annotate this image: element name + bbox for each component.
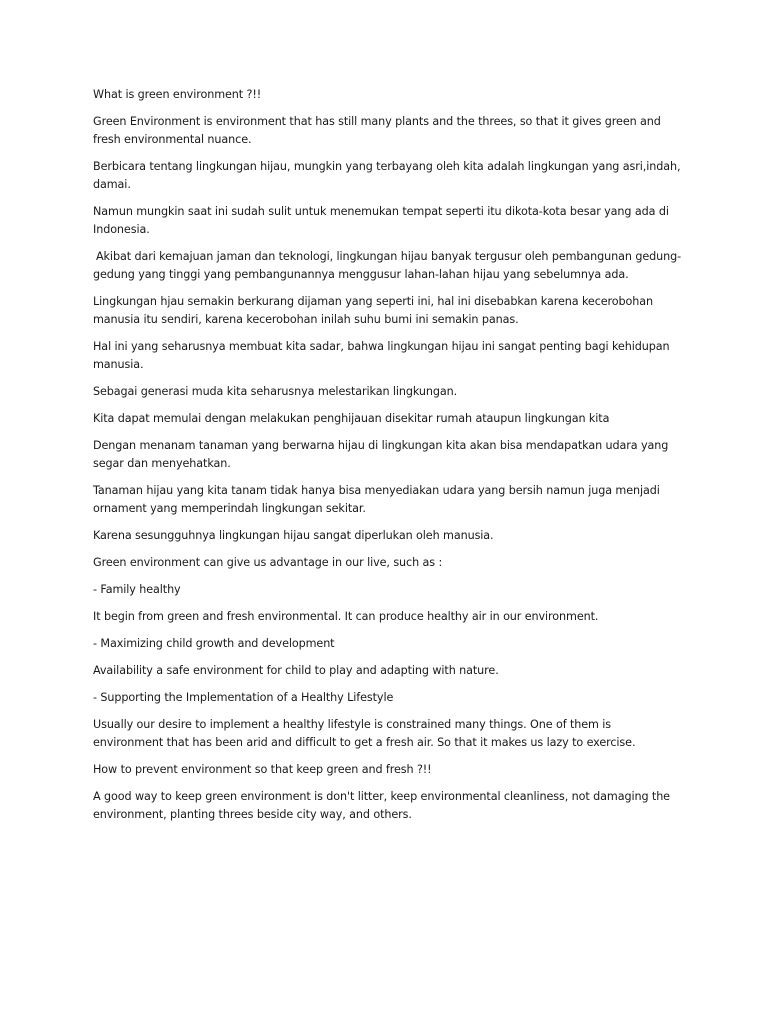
paragraph: What is green environment ?!!	[93, 88, 262, 101]
paragraph: How to prevent environment so that keep green and fresh ?!!	[93, 763, 432, 776]
document-body	[93, 86, 683, 833]
paragraph: Usually our desire to implement a healthy lifestyle is constrained many things. One of them is environment that has been arid and difficult to get a fresh air. So that it makes us lazy to exercise.	[93, 718, 636, 749]
list-item: - Maximizing child growth and development	[93, 637, 335, 650]
paragraph: A good way to keep green environment is don't litter, keep environmental cleanliness, not damaging the environment, planting threes beside city way, and others.	[93, 790, 670, 821]
paragraph: Namun mungkin saat ini sudah sulit untuk menemukan tempat seperti itu dikota-kota besar yang ada di Indonesia.	[93, 205, 669, 236]
paragraph: Dengan menanam tanaman yang berwarna hijau di lingkungan kita akan bisa mendapatkan udara yang segar dan menyehatkan.	[93, 439, 669, 470]
paragraph: Lingkungan hjau semakin berkurang dijaman yang seperti ini, hal ini disebabkan karena kecerobohan manusia itu sendiri, karena kecerobohan inilah suhu bumi ini semakin panas.	[93, 295, 654, 326]
paragraph: Berbicara tentang lingkungan hijau, mungkin yang terbayang oleh kita adalah lingkungan yang asri,indah, damai.	[93, 160, 681, 191]
paragraph: Sebagai generasi muda kita seharusnya melestarikan lingkungan.	[93, 385, 458, 398]
paragraph: It begin from green and fresh environmental. It can produce healthy air in our environment.	[93, 610, 599, 623]
list-item: - Supporting the Implementation of a Healthy Lifestyle	[93, 691, 394, 704]
paragraph: Availability a safe environment for child to play and adapting with nature.	[93, 664, 499, 677]
paragraph: Hal ini yang seharusnya membuat kita sadar, bahwa lingkungan hijau ini sangat penting bagi kehidupan manusia.	[93, 340, 670, 371]
paragraph: Tanaman hijau yang kita tanam tidak hanya bisa menyediakan udara yang bersih namun juga menjadi ornament yang memperindah lingkungan sekitar.	[93, 484, 660, 515]
paragraph: Green environment can give us advantage in our live, such as :	[93, 556, 443, 569]
paragraph: Akibat dari kemajuan jaman dan teknologi, lingkungan hijau banyak tergusur oleh pembangunan gedung-gedung yang tinggi yang pembangunannya menggusur lahan-lahan hijau yang sebelumnya ada.	[93, 250, 682, 281]
paragraph: Kita dapat memulai dengan melakukan penghijauan disekitar rumah ataupun lingkungan kita	[93, 412, 610, 425]
paragraph: Green Environment is environment that has still many plants and the threes, so that it gives green and fresh environmental nuance.	[93, 115, 661, 146]
list-item: - Family healthy	[93, 583, 181, 596]
paragraph: Karena sesungguhnya lingkungan hijau sangat diperlukan oleh manusia.	[93, 529, 494, 542]
